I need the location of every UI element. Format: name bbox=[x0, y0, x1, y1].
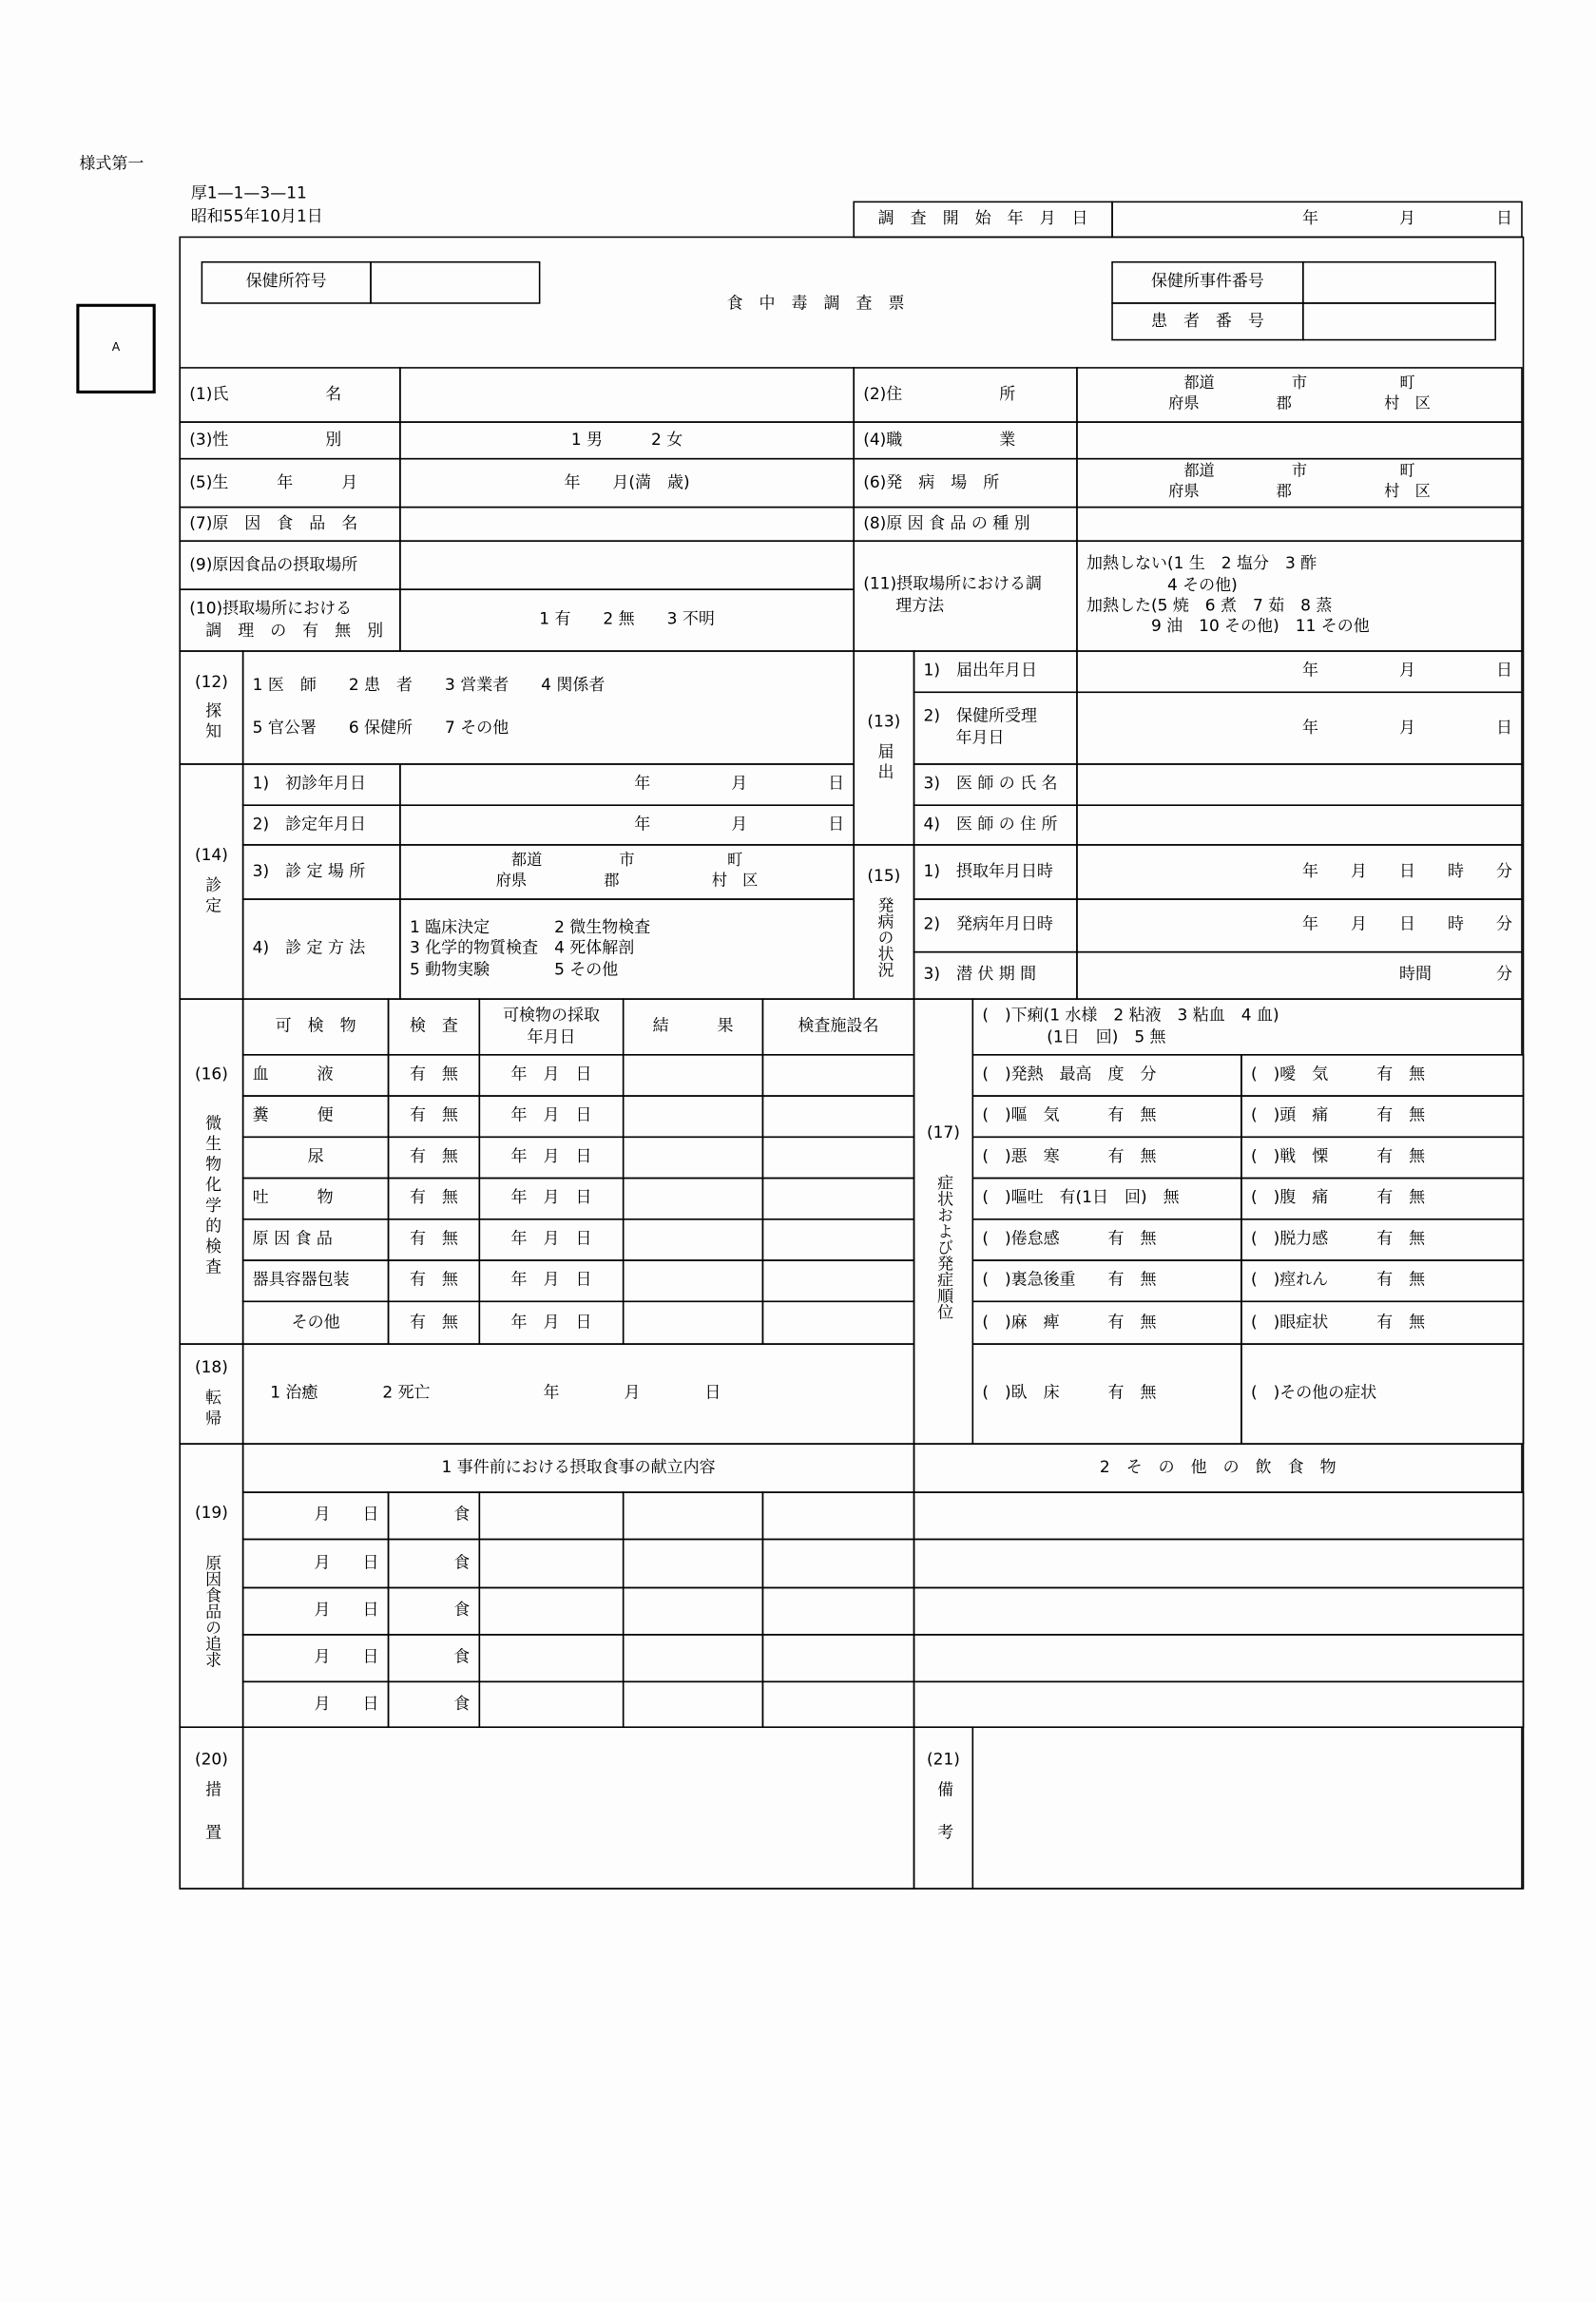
occupation-field[interactable] bbox=[1076, 421, 1523, 459]
symptom-item[interactable]: ( )裏急後重 有 無 bbox=[972, 1259, 1242, 1302]
symptom-item[interactable]: ( )悪 寒 有 無 bbox=[972, 1137, 1242, 1180]
outcome-options[interactable]: 1 治癒 2 死亡 年 月 日 bbox=[242, 1343, 914, 1445]
meal-type-field[interactable]: 食 bbox=[388, 1681, 480, 1728]
meal-type-field[interactable]: 食 bbox=[388, 1634, 480, 1682]
symptom-item[interactable]: ( )噯 気 有 無 bbox=[1240, 1054, 1524, 1097]
notification-date-label: 1) 届出年月日 bbox=[913, 650, 1078, 693]
symptom-item[interactable]: ( )嘔吐 有(1日 回) 無 bbox=[972, 1178, 1242, 1220]
section-number: (12) bbox=[194, 671, 228, 691]
sex-options[interactable]: 1 男 2 女 bbox=[399, 421, 855, 459]
notification-date-field[interactable]: 年 月 日 bbox=[1076, 650, 1523, 693]
notification-section-label bbox=[853, 650, 914, 845]
section-title: 診定 bbox=[202, 876, 222, 918]
case-number-label: 保健所事件番号 bbox=[1111, 261, 1303, 304]
survey-start-date-field[interactable]: 年 月 日 bbox=[1111, 201, 1522, 239]
section-title: 原因食品の追求 bbox=[202, 1554, 222, 1668]
facility-field[interactable] bbox=[762, 1259, 915, 1302]
onset-place-field[interactable]: 都道 市 町 府県 郡 村 区 bbox=[1076, 458, 1523, 508]
cooking-options[interactable]: 1 有 2 無 3 不明 bbox=[399, 588, 855, 651]
facility-field[interactable] bbox=[762, 1178, 915, 1220]
other-food-header: 2 そ の 他 の 飲 食 物 bbox=[913, 1443, 1523, 1493]
meal-type-field[interactable]: 食 bbox=[388, 1539, 480, 1589]
address-label: (2)住 所 bbox=[853, 367, 1077, 423]
diagnosis-section-label bbox=[179, 763, 243, 1000]
meal-date-field[interactable]: 月 日 bbox=[242, 1491, 389, 1540]
facility-field[interactable] bbox=[762, 1218, 915, 1261]
reference-date: 昭和55年10月1日 bbox=[190, 206, 323, 226]
remarks-section-label bbox=[913, 1726, 973, 1889]
receipt-date-label: 2) 保健所受理 年月日 bbox=[913, 692, 1078, 765]
section-title: 発病の状況 bbox=[875, 896, 895, 978]
section-title: 症状および発症順位 bbox=[934, 1174, 954, 1320]
result-header: 結 果 bbox=[623, 998, 763, 1055]
birth-field[interactable]: 年 月(満 歳) bbox=[399, 458, 855, 508]
health-center-code-label: 保健所符号 bbox=[202, 261, 372, 304]
symptom-item[interactable]: ( )臥 床 有 無 bbox=[972, 1343, 1242, 1445]
result-field[interactable] bbox=[623, 1178, 763, 1220]
section-title: 措置 bbox=[202, 1780, 222, 1867]
doctor-address-field[interactable] bbox=[1076, 804, 1523, 845]
reference-number: 厚1—1—3—11 bbox=[190, 183, 307, 203]
doctor-name-label: 3) 医 師 の 氏 名 bbox=[913, 763, 1078, 806]
doctor-name-field[interactable] bbox=[1076, 763, 1523, 806]
result-field[interactable] bbox=[623, 1301, 763, 1345]
facility-field[interactable] bbox=[762, 1054, 915, 1097]
other-food-field[interactable] bbox=[913, 1587, 1525, 1636]
menu-item-field[interactable] bbox=[762, 1539, 915, 1589]
sampling-date-field[interactable]: 年 月 日 bbox=[479, 1259, 625, 1302]
section-title: 転帰 bbox=[202, 1389, 222, 1430]
test-done-options[interactable]: 有 無 bbox=[388, 1095, 480, 1138]
latency-field[interactable]: 時間 分 bbox=[1076, 951, 1523, 1000]
meal-date-field[interactable]: 月 日 bbox=[242, 1681, 389, 1728]
food-name-label: (7)原 因 食 品 名 bbox=[179, 507, 400, 542]
intake-datetime-field[interactable]: 年 月 日 時 分 bbox=[1076, 844, 1523, 900]
first-visit-label: 1) 初診年月日 bbox=[242, 763, 401, 806]
menu-item-field[interactable] bbox=[479, 1634, 625, 1682]
test-done-options[interactable]: 有 無 bbox=[388, 1218, 480, 1261]
menu-item-field[interactable] bbox=[762, 1587, 915, 1636]
menu-item-field[interactable] bbox=[623, 1491, 763, 1540]
food-name-field[interactable] bbox=[399, 507, 855, 542]
side-mark: A bbox=[76, 304, 155, 393]
symptom-item[interactable]: ( )眼症状 有 無 bbox=[1240, 1301, 1524, 1345]
meal-type-field[interactable]: 食 bbox=[388, 1587, 480, 1636]
remarks-field[interactable] bbox=[972, 1726, 1523, 1889]
food-trace-section-label bbox=[179, 1443, 243, 1728]
symptom-item[interactable]: ( )嘔 気 有 無 bbox=[972, 1095, 1242, 1138]
symptom-item[interactable]: ( )倦怠感 有 無 bbox=[972, 1218, 1242, 1261]
test-header: 検 査 bbox=[388, 998, 480, 1055]
name-label: (1)氏 名 bbox=[179, 367, 400, 423]
lab-test-section-label bbox=[179, 998, 243, 1345]
onset-place-label: (6)発 病 場 所 bbox=[853, 458, 1077, 508]
detection-options[interactable]: 1 医 師 2 患 者 3 営業者 4 関係者 5 官公署 6 保健所 7 その他 bbox=[242, 650, 855, 764]
section-title: 探知 bbox=[202, 701, 222, 744]
symptom-item[interactable]: ( )腹 痛 有 無 bbox=[1240, 1178, 1524, 1220]
facility-field[interactable] bbox=[762, 1301, 915, 1345]
sampling-date-field[interactable]: 年 月 日 bbox=[479, 1178, 625, 1220]
result-field[interactable] bbox=[623, 1054, 763, 1097]
cooking-method-label: (11)摂取場所における調 理方法 bbox=[853, 540, 1077, 651]
specimen-label: 血 液 bbox=[242, 1054, 389, 1097]
intake-datetime-label: 1) 摂取年月日時 bbox=[913, 844, 1078, 900]
result-field[interactable] bbox=[623, 1137, 763, 1180]
test-done-options[interactable]: 有 無 bbox=[388, 1259, 480, 1302]
symptoms-section-label bbox=[913, 998, 973, 1445]
section-number: (17) bbox=[926, 1122, 960, 1142]
diagnosis-date-label: 2) 診定年月日 bbox=[242, 804, 401, 845]
test-done-options[interactable]: 有 無 bbox=[388, 1301, 480, 1345]
menu-item-field[interactable] bbox=[479, 1539, 625, 1589]
detection-section-label bbox=[179, 650, 243, 764]
menu-item-field[interactable] bbox=[479, 1491, 625, 1540]
doctor-address-label: 4) 医 師 の 住 所 bbox=[913, 804, 1078, 845]
onset-datetime-field[interactable]: 年 月 日 時 分 bbox=[1076, 898, 1523, 952]
sampling-date-field[interactable]: 年 月 日 bbox=[479, 1218, 625, 1261]
specimen-header: 可 検 物 bbox=[242, 998, 389, 1055]
menu-item-field[interactable] bbox=[623, 1681, 763, 1728]
menu-item-field[interactable] bbox=[623, 1539, 763, 1589]
intake-place-label: (9)原因食品の摂取場所 bbox=[179, 540, 400, 590]
diagnosis-place-label: 3) 診 定 場 所 bbox=[242, 844, 401, 900]
diagnosis-method-label: 4) 診 定 方 法 bbox=[242, 898, 401, 1000]
specimen-label: その他 bbox=[242, 1301, 389, 1345]
patient-number-field[interactable] bbox=[1302, 302, 1496, 340]
section-number: (15) bbox=[867, 866, 901, 886]
diagnosis-method-options[interactable]: 1 臨床決定 2 微生物検査 3 化学的物質検査 4 死体解剖 5 動物実験 5 その他 bbox=[399, 898, 855, 1000]
latency-label: 3) 潜 伏 期 間 bbox=[913, 951, 1078, 1000]
cooking-method-options[interactable]: 加熱しない(1 生 2 塩分 3 酢 4 その他) 加熱した(5 焼 6 煮 7 茹 8 蒸 9 油 10 その他) 11 その他 bbox=[1076, 540, 1523, 651]
specimen-label: 尿 bbox=[242, 1137, 389, 1180]
cooking-label: (10)摂取場所における 調 理 の 有 無 別 bbox=[179, 588, 400, 651]
sampling-date-header: 可検物の採取 年月日 bbox=[479, 998, 625, 1055]
measures-field[interactable] bbox=[242, 1726, 914, 1889]
meal-date-field[interactable]: 月 日 bbox=[242, 1587, 389, 1636]
result-field[interactable] bbox=[623, 1259, 763, 1302]
menu-item-field[interactable] bbox=[479, 1681, 625, 1728]
facility-field[interactable] bbox=[762, 1137, 915, 1180]
first-visit-date-field[interactable]: 年 月 日 bbox=[399, 763, 855, 806]
other-food-field[interactable] bbox=[913, 1681, 1525, 1728]
test-done-options[interactable]: 有 無 bbox=[388, 1178, 480, 1220]
other-food-field[interactable] bbox=[913, 1539, 1525, 1589]
specimen-label: 糞 便 bbox=[242, 1095, 389, 1138]
section-number: (21) bbox=[926, 1750, 960, 1770]
sampling-date-field[interactable]: 年 月 日 bbox=[479, 1301, 625, 1345]
section-number: (20) bbox=[194, 1750, 228, 1770]
sampling-date-field[interactable]: 年 月 日 bbox=[479, 1095, 625, 1138]
intake-place-field[interactable] bbox=[399, 540, 855, 590]
sampling-date-field[interactable]: 年 月 日 bbox=[479, 1054, 625, 1097]
menu-header: 1 事件前における摂取食事の献立内容 bbox=[242, 1443, 914, 1493]
form-id: 様式第一 bbox=[79, 154, 144, 174]
menu-item-field[interactable] bbox=[762, 1634, 915, 1682]
symptom-item[interactable]: ( )痙れん 有 無 bbox=[1240, 1259, 1524, 1302]
survey-start-label: 調 査 開 始 年 月 日 bbox=[853, 201, 1112, 239]
meal-date-field[interactable]: 月 日 bbox=[242, 1539, 389, 1589]
section-title: 微生物化学的検査 bbox=[202, 1115, 222, 1279]
specimen-label: 器具容器包装 bbox=[242, 1259, 389, 1302]
onset-datetime-label: 2) 発病年月日時 bbox=[913, 898, 1078, 952]
symptom-item[interactable]: ( )頭 痛 有 無 bbox=[1240, 1095, 1524, 1138]
sex-label: (3)性 別 bbox=[179, 421, 400, 459]
name-field[interactable] bbox=[399, 367, 855, 423]
specimen-label: 吐 物 bbox=[242, 1178, 389, 1220]
test-done-options[interactable]: 有 無 bbox=[388, 1137, 480, 1180]
occupation-label: (4)職 業 bbox=[853, 421, 1077, 459]
section-number: (16) bbox=[194, 1064, 228, 1084]
address-field[interactable]: 都道 市 町 府県 郡 村 区 bbox=[1076, 367, 1523, 423]
section-number: (19) bbox=[194, 1503, 228, 1523]
menu-item-field[interactable] bbox=[623, 1587, 763, 1636]
menu-item-field[interactable] bbox=[479, 1587, 625, 1636]
other-food-field[interactable] bbox=[913, 1634, 1525, 1682]
symptom-item[interactable]: ( )発熱 最高 度 分 bbox=[972, 1054, 1242, 1097]
health-center-code-field[interactable] bbox=[370, 261, 540, 304]
section-title: 届出 bbox=[875, 742, 895, 784]
diagnosis-place-field[interactable]: 都道 市 町 府県 郡 村 区 bbox=[399, 844, 855, 900]
food-type-label: (8)原 因 食 品 の 種 別 bbox=[853, 507, 1077, 542]
receipt-date-field[interactable]: 年 月 日 bbox=[1076, 692, 1523, 765]
birth-label: (5)生 年 月 bbox=[179, 458, 400, 508]
food-type-field[interactable] bbox=[1076, 507, 1523, 542]
sampling-date-field[interactable]: 年 月 日 bbox=[479, 1137, 625, 1180]
case-number-field[interactable] bbox=[1302, 261, 1496, 304]
meal-date-field[interactable]: 月 日 bbox=[242, 1634, 389, 1682]
symptom-diarrhea[interactable]: ( )下痢(1 水様 2 粘液 3 粘血 4 血) (1日 回) 5 無 bbox=[972, 998, 1523, 1055]
diagnosis-date-field[interactable]: 年 月 日 bbox=[399, 804, 855, 845]
form-title: 食 中 毒 調 査 票 bbox=[726, 293, 905, 313]
facility-field[interactable] bbox=[762, 1095, 915, 1138]
result-field[interactable] bbox=[623, 1218, 763, 1261]
result-field[interactable] bbox=[623, 1095, 763, 1138]
menu-item-field[interactable] bbox=[762, 1681, 915, 1728]
menu-item-field[interactable] bbox=[762, 1491, 915, 1540]
section-number: (18) bbox=[194, 1357, 228, 1377]
specimen-label: 原 因 食 品 bbox=[242, 1218, 389, 1261]
onset-section-label bbox=[853, 844, 914, 1000]
menu-item-field[interactable] bbox=[623, 1634, 763, 1682]
symptom-item[interactable]: ( )脱力感 有 無 bbox=[1240, 1218, 1524, 1261]
facility-header: 検査施設名 bbox=[762, 998, 915, 1055]
symptom-item[interactable]: ( )麻 痺 有 無 bbox=[972, 1301, 1242, 1345]
other-food-field[interactable] bbox=[913, 1491, 1525, 1540]
section-title: 備考 bbox=[934, 1780, 954, 1867]
test-done-options[interactable]: 有 無 bbox=[388, 1054, 480, 1097]
symptom-item[interactable]: ( )戦 慄 有 無 bbox=[1240, 1137, 1524, 1180]
outcome-section-label bbox=[179, 1343, 243, 1445]
symptom-item[interactable]: ( )その他の症状 bbox=[1240, 1343, 1524, 1445]
section-number: (14) bbox=[194, 845, 228, 865]
measures-section-label bbox=[179, 1726, 243, 1889]
patient-number-label: 患 者 番 号 bbox=[1111, 302, 1303, 340]
section-number: (13) bbox=[867, 712, 901, 732]
meal-type-field[interactable]: 食 bbox=[388, 1491, 480, 1540]
